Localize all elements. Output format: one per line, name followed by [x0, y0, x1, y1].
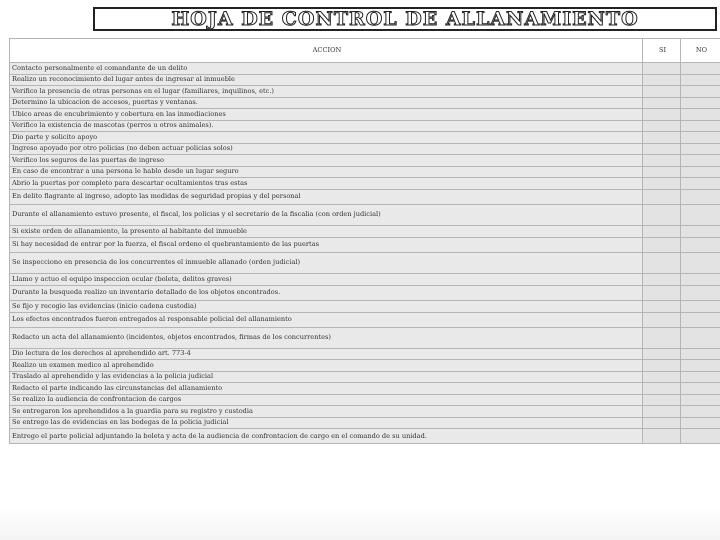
table-row — [10, 109, 720, 121]
yes-checkbox-cell[interactable] — [643, 383, 681, 395]
no-checkbox-cell[interactable] — [681, 237, 720, 252]
action-cell: Dio lectura de los derechos al aprehendido art. 773-4 — [10, 348, 643, 360]
action-cell: Verifico la presencia de otras personas en el lugar (familiares, inquilinos, etc.) — [10, 86, 643, 98]
no-checkbox-cell[interactable] — [681, 109, 720, 121]
yes-checkbox-cell[interactable] — [643, 120, 681, 132]
table-row — [10, 189, 720, 204]
action-cell: Si hay necesidad de entrar por la fuerza, el fiscal ordeno el quebrantamiento de las puertas — [10, 237, 643, 252]
yes-checkbox-cell[interactable] — [643, 406, 681, 418]
yes-checkbox-cell[interactable] — [643, 109, 681, 121]
yes-checkbox-cell[interactable] — [643, 204, 681, 225]
no-checkbox-cell[interactable] — [681, 143, 720, 155]
action-cell: Se fijo y recogio las evidencias (inicio cadena custodia) — [10, 300, 643, 312]
yes-checkbox-cell[interactable] — [643, 417, 681, 429]
table-row — [10, 225, 720, 237]
action-cell: Si existe orden de allanamiento, la presento al habitante del inmueble — [10, 225, 643, 237]
action-cell: Determino la ubicacion de accesos, puertas y ventanas. — [10, 97, 643, 109]
yes-checkbox-cell[interactable] — [643, 178, 681, 190]
yes-checkbox-cell[interactable] — [643, 189, 681, 204]
action-cell: Realizo un reconocimiento del lugar antes de ingresar al inmueble — [10, 74, 643, 86]
table-row — [10, 360, 720, 372]
table-row — [10, 97, 720, 109]
yes-checkbox-cell[interactable] — [643, 348, 681, 360]
no-checkbox-cell[interactable] — [681, 360, 720, 372]
table-row — [10, 429, 720, 444]
header-no: NO — [681, 39, 720, 63]
yes-checkbox-cell[interactable] — [643, 74, 681, 86]
yes-checkbox-cell[interactable] — [643, 143, 681, 155]
page-bottom — [0, 508, 720, 540]
action-cell: En delito flagrante al ingreso, adopto las medidas de seguridad propias y del personal — [10, 189, 643, 204]
action-cell: Ingreso apoyado por otro policias (no deben actuar policias solos) — [10, 143, 643, 155]
action-cell: Redacto un acta del allanamiento (incidentes, objetos encontrados, firmas de los concurrentes) — [10, 327, 643, 348]
no-checkbox-cell[interactable] — [681, 120, 720, 132]
table-row — [10, 273, 720, 285]
table-row — [10, 406, 720, 418]
yes-checkbox-cell[interactable] — [643, 166, 681, 178]
yes-checkbox-cell[interactable] — [643, 429, 681, 444]
no-checkbox-cell[interactable] — [681, 371, 720, 383]
no-checkbox-cell[interactable] — [681, 406, 720, 418]
no-checkbox-cell[interactable] — [681, 252, 720, 273]
action-cell: Redacto el parte indicando las circunstancias del allanamiento — [10, 383, 643, 395]
table-row — [10, 300, 720, 312]
yes-checkbox-cell[interactable] — [643, 371, 681, 383]
table-row — [10, 237, 720, 252]
no-checkbox-cell[interactable] — [681, 63, 720, 75]
table-row — [10, 74, 720, 86]
no-checkbox-cell[interactable] — [681, 285, 720, 300]
action-cell: Se entregaron los aprehendidos a la guardia para su registro y custodia — [10, 406, 643, 418]
table-header-row — [10, 39, 720, 63]
yes-checkbox-cell[interactable] — [643, 86, 681, 98]
table-row — [10, 63, 720, 75]
action-cell: Realizo un examen medico al aprehendido — [10, 360, 643, 372]
table-row — [10, 417, 720, 429]
table-row — [10, 383, 720, 395]
action-cell: Durante la busqueda realizo un inventario detallado de los objetos encontrados. — [10, 285, 643, 300]
table-row — [10, 371, 720, 383]
table-row — [10, 178, 720, 190]
control-table — [9, 38, 720, 444]
table-row — [10, 166, 720, 178]
no-checkbox-cell[interactable] — [681, 155, 720, 167]
table-row — [10, 285, 720, 300]
yes-checkbox-cell[interactable] — [643, 300, 681, 312]
yes-checkbox-cell[interactable] — [643, 225, 681, 237]
yes-checkbox-cell[interactable] — [643, 252, 681, 273]
action-cell: Durante el allanamiento estuvo presente, el fiscal, los policias y el secretario de la fiscalia (con orden judicial) — [10, 204, 643, 225]
yes-checkbox-cell[interactable] — [643, 132, 681, 144]
table-row — [10, 155, 720, 167]
yes-checkbox-cell[interactable] — [643, 273, 681, 285]
no-checkbox-cell[interactable] — [681, 132, 720, 144]
action-cell: Contacto personalmente el comandante de un delito — [10, 63, 643, 75]
no-checkbox-cell[interactable] — [681, 394, 720, 406]
no-checkbox-cell[interactable] — [681, 383, 720, 395]
no-checkbox-cell[interactable] — [681, 97, 720, 109]
no-checkbox-cell[interactable] — [681, 417, 720, 429]
yes-checkbox-cell[interactable] — [643, 360, 681, 372]
table-row — [10, 120, 720, 132]
table-row — [10, 204, 720, 225]
header-action: ACCION — [10, 39, 643, 63]
action-cell: Abrio la puertas por completo para descartar ocultamientos tras estas — [10, 178, 643, 190]
table-row — [10, 312, 720, 327]
no-checkbox-cell[interactable] — [681, 178, 720, 190]
yes-checkbox-cell[interactable] — [643, 312, 681, 327]
yes-checkbox-cell[interactable] — [643, 97, 681, 109]
table-row — [10, 86, 720, 98]
table-row — [10, 394, 720, 406]
action-cell: En caso de encontrar a una persona le hablo desde un lugar seguro — [10, 166, 643, 178]
table-row — [10, 348, 720, 360]
action-cell: Se realizo la audiencia de confrontacion de cargos — [10, 394, 643, 406]
yes-checkbox-cell[interactable] — [643, 285, 681, 300]
action-cell: Ubico areas de encubrimiento y cobertura en las inmediaciones — [10, 109, 643, 121]
no-checkbox-cell[interactable] — [681, 429, 720, 444]
no-checkbox-cell[interactable] — [681, 327, 720, 348]
no-checkbox-cell[interactable] — [681, 312, 720, 327]
action-cell: Llamo y actuo el equipo inspeccion ocular (boleta, delitos graves) — [10, 273, 643, 285]
action-cell: Dio parte y solicito apoyo — [10, 132, 643, 144]
no-checkbox-cell[interactable] — [681, 348, 720, 360]
table-row — [10, 132, 720, 144]
action-cell: Se inspecciono en presencia de los concurrentes el inmueble allanado (orden judicial) — [10, 252, 643, 273]
header-yes: SI — [643, 39, 681, 63]
action-cell: Verifico la existencia de mascotas (perros u otros animales). — [10, 120, 643, 132]
no-checkbox-cell[interactable] — [681, 204, 720, 225]
document-title: HOJA DE CONTROL DE ALLANAMIENTO — [171, 8, 639, 30]
no-checkbox-cell[interactable] — [681, 86, 720, 98]
yes-checkbox-cell[interactable] — [643, 155, 681, 167]
no-checkbox-cell[interactable] — [681, 74, 720, 86]
action-cell: Verifico los seguros de las puertas de ingreso — [10, 155, 643, 167]
action-cell: Los efectos encontrados fueron entregados al responsable policial del allanamiento — [10, 312, 643, 327]
action-cell: Se entrego las de evidencias en las bodegas de la policia judicial — [10, 417, 643, 429]
no-checkbox-cell[interactable] — [681, 189, 720, 204]
action-cell: Traslado al aprehendido y las evidencias a la policia judicial — [10, 371, 643, 383]
no-checkbox-cell[interactable] — [681, 300, 720, 312]
table-row — [10, 143, 720, 155]
yes-checkbox-cell[interactable] — [643, 327, 681, 348]
table-row — [10, 327, 720, 348]
yes-checkbox-cell[interactable] — [643, 63, 681, 75]
table-row — [10, 252, 720, 273]
no-checkbox-cell[interactable] — [681, 273, 720, 285]
no-checkbox-cell[interactable] — [681, 166, 720, 178]
action-cell: Entrego el parte policial adjuntando la boleta y acta de la audiencia de confrontacion de cargo en el comando de su unidad. — [10, 429, 643, 444]
yes-checkbox-cell[interactable] — [643, 394, 681, 406]
yes-checkbox-cell[interactable] — [643, 237, 681, 252]
title-box — [93, 7, 717, 31]
no-checkbox-cell[interactable] — [681, 225, 720, 237]
